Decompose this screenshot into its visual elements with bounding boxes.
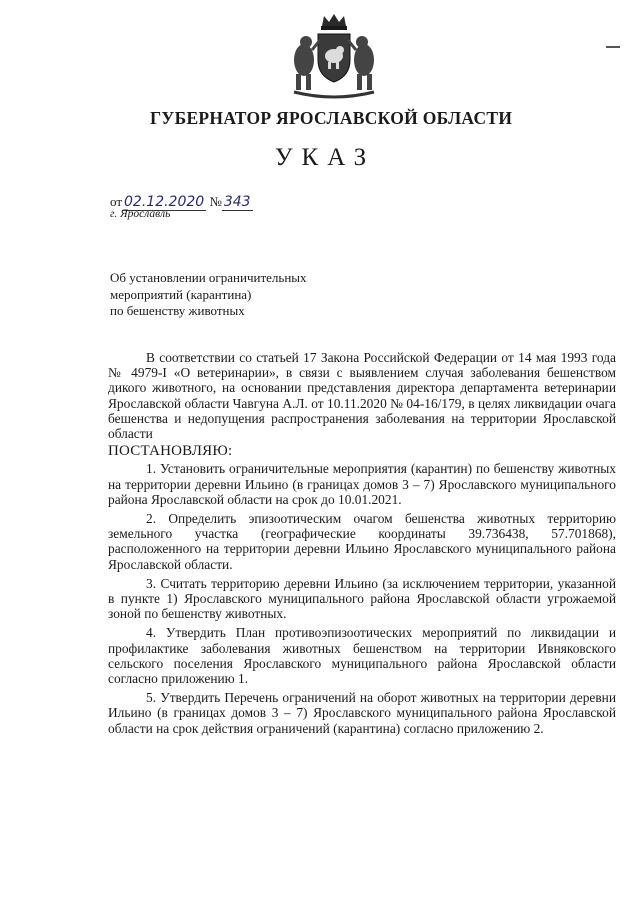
handwritten-date: 02.12.2020 [124, 194, 205, 210]
corner-mark [606, 46, 620, 48]
subject-line: мероприятий (карантина) [110, 286, 252, 302]
resolve-word: ПОСТАНОВЛЯЮ: [108, 443, 233, 460]
subject-line: Об установлении ограничительных [110, 270, 307, 285]
decree-body [108, 350, 616, 740]
decree-item-5: 5. Утвердить Перечень ограничений на оборот животных на территории деревни Ильино (в границах домов 3 – 7) Ярославского муниципального района Ярославской области на срок действия ограничений (карантина) согласно приложению 2. [108, 690, 616, 736]
number-prefix: № [209, 194, 222, 209]
decree-item-4: 4. Утвердить План противоэпизоотических мероприятий по ликвидации и профилактике заболевания животных бешенством на территории Ивняковского сельского поселения Ярославского муниципального района Ярославской области согласно приложению 1. [108, 625, 616, 687]
authority-title: ГУБЕРНАТОР ЯРОСЛАВСКОЙ ОБЛАСТИ [150, 108, 513, 128]
issue-city: г. Ярославль [110, 208, 171, 220]
decree-item-3: 3. Считать территорию деревни Ильино (за исключением территории, указанной в пункте 1) Ярославского муниципального района Ярославской области угрожаемой зоной по бешенству животных. [108, 575, 616, 622]
date-prefix: от [110, 194, 123, 209]
decree-item-2: 2. Определить эпизоотическим очагом бешенства животных территорию земельного участка (географические координаты 39.736438, 57.701868), расположенного на территории деревни Ильино Ярославского муниципального района Ярославской области. [108, 511, 616, 572]
coat-of-arms-emblem [284, 12, 384, 102]
decree-type-heading: УКАЗ [274, 144, 376, 171]
decree-subject [110, 270, 307, 320]
subject-line: по бешенству животных [110, 303, 245, 318]
decree-item-1: 1. Установить ограничительные мероприятия (карантин) по бешенству животных на территории деревни Ильино (в границах домов 3 – 7) Ярославского муниципального района Ярославской области на срок до 10.01.2021. [108, 461, 616, 507]
preamble-paragraph: В соответствии со статьей 17 Закона Российской Федерации от 14 мая 1993 года № 4979-I «О ветеринарии», в связи с выявлением случая заболевания бешенством дикого животного, на основании представления директора департамента ветеринарии Ярославской области Чавгуна А.Л. от 10.11.2020 № 04-16/179, в целях ликвидации очага бешенства и недопущения распространения заболевания на территории Ярославской области [108, 350, 616, 442]
handwritten-number: 343 [223, 194, 251, 210]
